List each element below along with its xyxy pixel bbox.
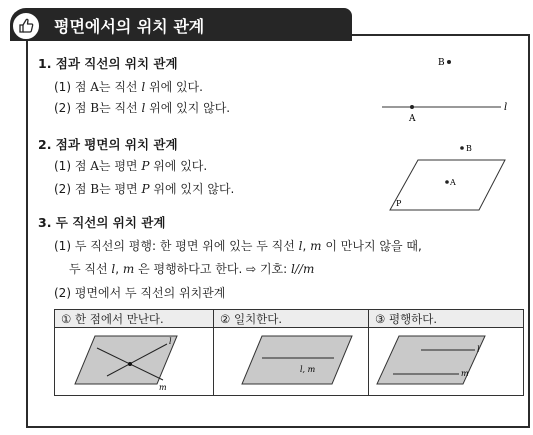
point-a-label: A (409, 114, 416, 124)
table-cell-coincide (214, 328, 369, 396)
line-l-label: l (504, 102, 508, 113)
point-b-dot (460, 146, 464, 150)
page-title: 평면에서의 위치 관계 (54, 17, 205, 36)
line-l-label: l (477, 345, 480, 354)
point-a-dot (445, 180, 449, 184)
section2-item2: (2) 점 B는 평면 P 위에 있지 않다. (54, 182, 235, 196)
thumbs-up-icon (12, 12, 40, 40)
lm-label: l, m (300, 365, 316, 374)
line-l-label: l (169, 337, 172, 346)
table-cell-intersect (55, 328, 214, 396)
intersection-dot (128, 362, 132, 366)
point-a-dot (410, 105, 414, 109)
section1-heading: 1. 점과 직선의 위치 관계 (38, 56, 178, 71)
line-m-label: m (159, 383, 167, 392)
section1-item2: (2) 점 B는 직선 l 위에 있지 않다. (54, 101, 231, 115)
section3-item2: (2) 평면에서 두 직선의 위치관계 (54, 286, 226, 300)
relation-table (54, 309, 524, 396)
section2-heading: 2. 점과 평면의 위치 관계 (38, 137, 178, 152)
point-plane-figure (380, 138, 520, 216)
table-header-intersect: ① 한 점에서 만난다. (55, 310, 214, 328)
section3-item1-line1: (1) 두 직선의 평행: 한 평면 위에 있는 두 직선 l, m 이 만나지 않을 때, (54, 239, 422, 253)
table-header-coincide: ② 일치한다. (214, 310, 369, 328)
coincide-figure (214, 328, 368, 392)
parallel-figure (369, 328, 523, 392)
intersect-figure (55, 328, 213, 392)
line-m-label: m (461, 369, 469, 378)
point-b-label: B (438, 58, 445, 68)
point-line-figure (330, 50, 520, 126)
section3-item1-line2: 두 직선 l, m 은 평행하다고 한다. ⇨ 기호: l//m (69, 262, 315, 276)
point-b-label: B (466, 144, 472, 153)
point-b-dot (447, 60, 451, 64)
plane-p (390, 160, 505, 210)
table-header-parallel: ③ 평행하다. (369, 310, 524, 328)
section1-item1: (1) 점 A는 직선 l 위에 있다. (54, 80, 203, 94)
table-cell-parallel (369, 328, 524, 396)
section3-heading: 3. 두 직선의 위치 관계 (38, 215, 166, 230)
plane-p-label: P (396, 199, 402, 208)
point-a-label: A (450, 178, 456, 187)
section2-item1: (1) 점 A는 평면 P 위에 있다. (54, 159, 208, 173)
